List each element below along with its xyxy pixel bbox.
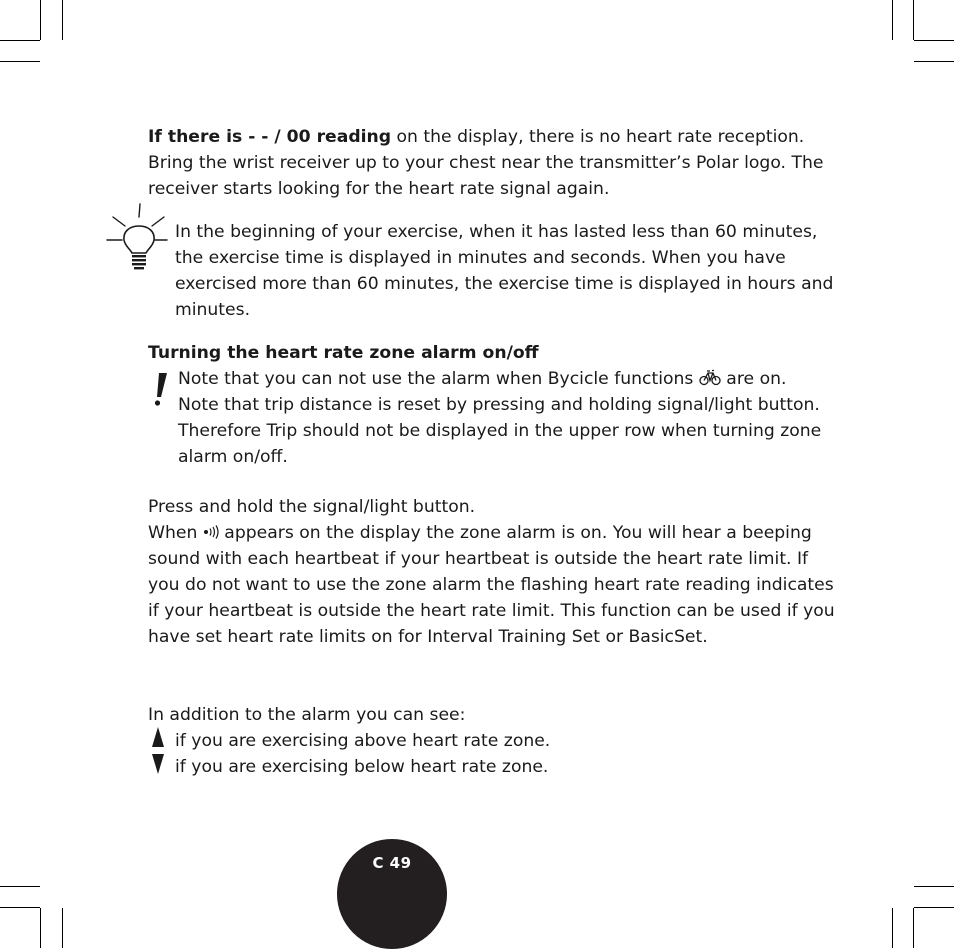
exclamation-icon — [150, 372, 170, 408]
intro-text: on the display, there is no heart rate reception. Bring the wrist receiver up to your chest near the transmitter’s Polar logo. The receiver starts looking for the heart rate signal again. — [148, 127, 824, 199]
note-text-part2: are on. Note that trip distance is reset by pressing and holding signal/light button. Therefore Trip should not be displayed in the upper row when turning zone alarm on/off. — [178, 369, 822, 467]
page-number: C 49 — [372, 854, 412, 872]
crop-mark — [913, 908, 914, 948]
page-number-badge — [337, 839, 447, 949]
bicycle-icon — [699, 369, 721, 386]
crop-mark — [892, 908, 893, 948]
arrow-up-icon — [152, 727, 164, 747]
arrow-down-icon — [152, 754, 164, 774]
crop-mark — [892, 0, 893, 40]
below-zone-text: if you are exercising below heart rate zone. — [175, 757, 549, 777]
crop-mark — [914, 907, 954, 908]
intro-bold: If there is - - / 00 reading — [148, 127, 392, 147]
crop-mark — [0, 886, 40, 887]
section-heading: Turning the heart rate zone alarm on/off — [148, 343, 539, 363]
intro-paragraph — [148, 124, 838, 202]
press-paragraph: Press and hold the signal/light button. — [148, 497, 476, 517]
note-text-part1: Note that you can not use the alarm when Bycicle functions — [178, 369, 699, 389]
alarm-paragraph — [148, 520, 838, 650]
crop-mark — [40, 908, 41, 948]
crop-mark — [40, 0, 41, 40]
crop-mark — [62, 0, 63, 40]
sound-alarm-icon — [203, 524, 219, 540]
crop-mark — [62, 908, 63, 948]
alarm-text-after: appears on the display the zone alarm is on. You will hear a beeping sound with each heartbeat if your heartbeat is outside the heart rate limit. If you do not want to use the zone alarm the flashing heart rate reading indicates if your heartbeat is outside the heart rate limit. This function can be used if you have set heart rate limits on for Interval Training Set or BasicSet. — [148, 523, 835, 647]
above-zone-text: if you are exercising above heart rate zone. — [175, 731, 551, 751]
crop-mark — [914, 61, 954, 62]
addition-intro: In addition to the alarm you can see: — [148, 705, 466, 725]
lightbulb-icon — [106, 202, 168, 272]
crop-mark — [0, 61, 40, 62]
crop-mark — [0, 907, 40, 908]
crop-mark — [0, 40, 40, 41]
note-text — [178, 366, 828, 470]
crop-mark — [913, 0, 914, 40]
alarm-text-before: When — [148, 523, 203, 543]
crop-mark — [914, 886, 954, 887]
tip-text: In the beginning of your exercise, when it has lasted less than 60 minutes, the exercise time is displayed in minutes and seconds. When you have exercised more than 60 minutes, the exercise time is displayed in hours and minutes. — [175, 222, 834, 320]
crop-mark — [914, 40, 954, 41]
